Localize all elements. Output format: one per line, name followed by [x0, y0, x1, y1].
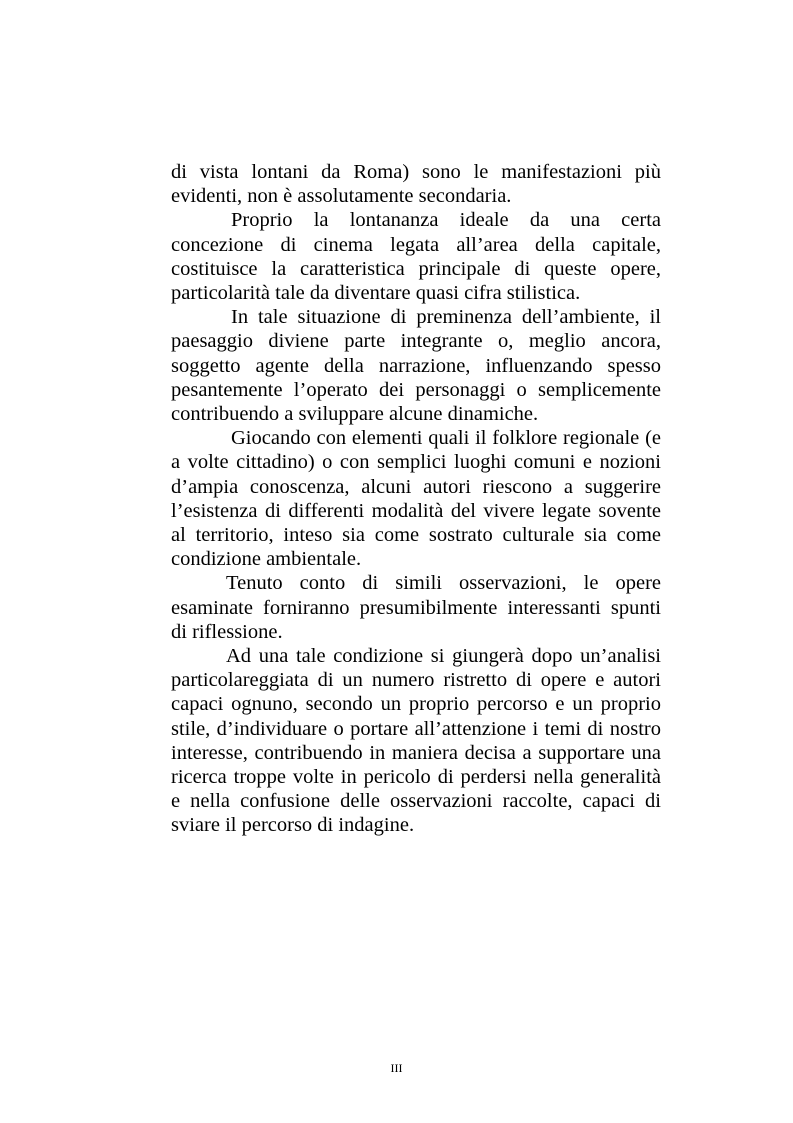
paragraph-continuation: di vista lontani da Roma) sono le manifestazioni più evidenti, non è assolutamente secondaria. [171, 161, 661, 208]
paragraph: Giocando con elementi quali il folklore regionale (e a volte cittadino) o con semplici luoghi comuni e nozioni d’ampia conoscenza, alcuni autori riescono a suggerire l’esistenza di differenti modalità del vivere legate sovente al territorio, inteso sia come sostrato culturale sia come condizione ambientale. [171, 427, 661, 571]
paragraph: In tale situazione di preminenza dell’ambiente, il paesaggio diviene parte integrante o, meglio ancora, soggetto agente della narrazione, influenzando spesso pesantemente l’operato dei personaggi o semplicemente contribuendo a sviluppare alcune dinamiche. [171, 306, 661, 426]
paragraph: Ad una tale condizione si giungerà dopo un’analisi particolareggiata di un numero ristretto di opere e autori capaci ognuno, secondo un proprio percorso e un proprio stile, d’individuare o portare all’attenzione i temi di nostro interesse, contribuendo in maniera decisa a supportare una ricerca troppe volte in pericolo di perdersi nella generalità e nella confusione delle osservazioni raccolte, capaci di sviare il percorso di indagine. [171, 645, 661, 837]
body-text [171, 160, 661, 838]
paragraph: Tenuto conto di simili osservazioni, le opere esaminate forniranno presumibilmente interessanti spunti di riflessione. [171, 572, 661, 643]
page-number: III [390, 1061, 403, 1075]
paragraph: Proprio la lontananza ideale da una certa concezione di cinema legata all’area della capitale, costituisce la caratteristica principale di queste opere, particolarità tale da diventare quasi cifra stilistica. [171, 209, 661, 305]
